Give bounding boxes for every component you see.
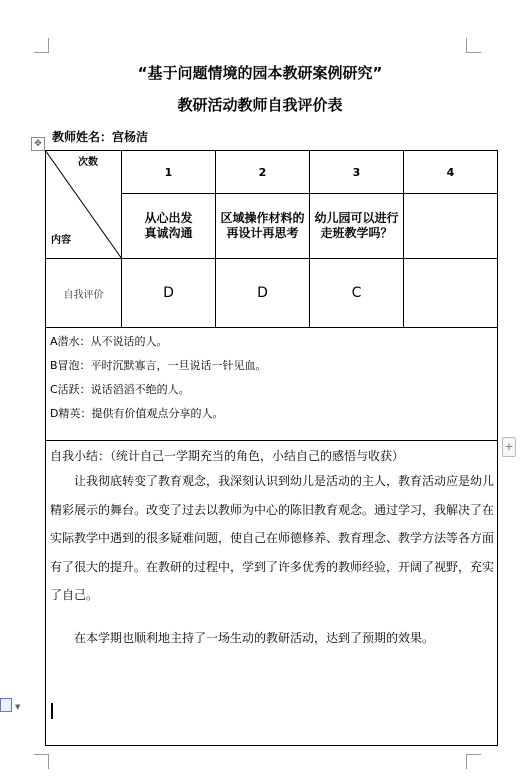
- table-hline: [45, 327, 498, 328]
- summary-paragraph-2[interactable]: 在本学期也顺利地主持了一场生动的教研活动，达到了预期的效果。: [74, 631, 435, 645]
- header-times-label: 次数: [78, 157, 98, 168]
- session-number-1: 1: [164, 165, 173, 179]
- document-subtitle: 教研活动教师自我评价表: [177, 96, 343, 114]
- summary-title: 自我小结：（统计自己一学期充当的角色，小结自己的感悟与收获）: [50, 449, 405, 463]
- document-title: “基于问题情境的园本教研案例研究”: [137, 64, 383, 82]
- session-number-3: 3: [352, 165, 361, 179]
- legend-item-c: C活跃：说话滔滔不绝的人。: [50, 383, 190, 396]
- grade-1: D: [163, 285, 174, 301]
- session-number-2: 2: [258, 165, 267, 179]
- session-number-4: 4: [446, 165, 455, 179]
- header-content-label: 内容: [51, 235, 71, 246]
- grade-4: [404, 259, 497, 327]
- chevron-down-icon[interactable]: ▼: [15, 703, 21, 711]
- topic-2: 区域操作材料的再设计再思考: [220, 211, 305, 240]
- grade-2: D: [257, 285, 268, 301]
- legend-item-d: D精英：提供有价值观点分享的人。: [50, 407, 224, 420]
- table-move-handle-icon[interactable]: ✥: [31, 137, 45, 151]
- summary-paragraph-1[interactable]: 让我彻底转变了教育观念，我深刻认识到幼儿是活动的主人，教育活动应是幼儿精彩展示的舞台。改变了过去以教师为中心的陈旧教育观念。通过学习，我解决了在实际教学中遇到的很多疑难问题，使自己在师德修养、教育理念、教学方法等各方面有了很大的提升。在教研的过程中，学到了许多优秀的教师经验，开阔了视野，充实了自己。: [50, 474, 495, 603]
- margin-corner-bottom-left: [34, 754, 49, 769]
- margin-corner-top-right: [466, 38, 481, 53]
- grade-3: C: [351, 285, 362, 301]
- topic-3: 幼儿园可以进行走班教学吗？: [314, 211, 399, 240]
- topic-4: [408, 194, 493, 258]
- row-label-self-evaluation: 自我评价: [63, 289, 104, 301]
- legend-item-a: A潜水：从不说话的人。: [50, 335, 168, 348]
- paste-options-icon[interactable]: [0, 698, 12, 712]
- add-column-icon[interactable]: +: [502, 437, 516, 457]
- margin-corner-bottom-right: [466, 754, 481, 769]
- margin-corner-top-left: [34, 38, 49, 53]
- table-hline: [45, 440, 498, 441]
- legend-item-b: B冒泡：平时沉默寡言，一旦说话一针见血。: [50, 359, 267, 372]
- teacher-name: 教师姓名：宫杨洁: [52, 130, 149, 144]
- text-cursor: [51, 703, 53, 719]
- topic-1: 从心出发 真诚沟通: [144, 211, 193, 240]
